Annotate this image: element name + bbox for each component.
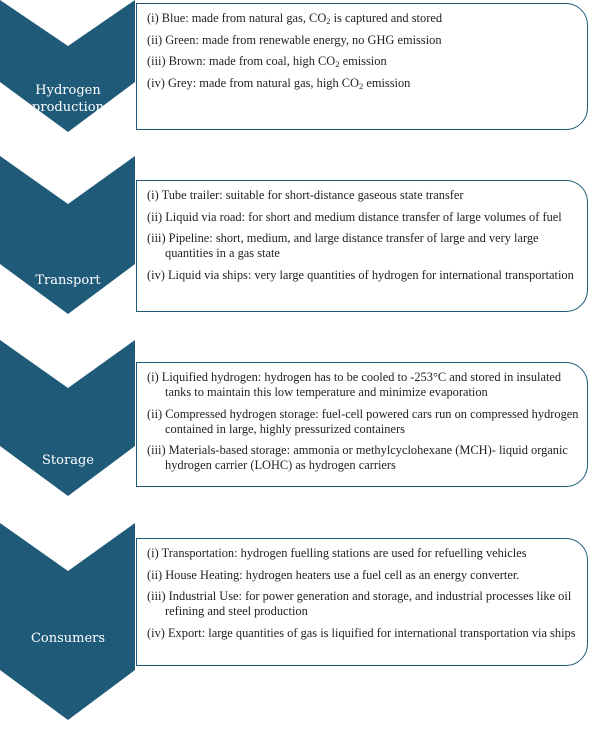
item-text: (i) Tube trailer: suitable for short-distance gaseous state transfer <box>147 188 464 202</box>
item-text: (iii) Materials-based storage: ammonia or methylcyclohexane (MCH)- liquid organic hydrogen carrier (LOHC) as hydrogen carriers <box>147 443 568 472</box>
item-text-suffix: is captured and stored <box>330 11 443 25</box>
item-text: (i) Transportation: hydrogen fuelling stations are used for refuelling vehicles <box>147 546 527 560</box>
stage-label <box>10 452 126 469</box>
item-text: (iv) Export: large quantities of gas is liquified for international transportation via ships <box>147 625 576 640</box>
stage-detail-box <box>136 3 588 130</box>
stage-label-line: Consumers <box>30 630 106 646</box>
stage-detail-box <box>136 180 588 312</box>
subscript: 2 <box>335 59 340 69</box>
item-text-suffix: emission <box>339 54 387 68</box>
list-item <box>147 626 579 641</box>
subscript: 2 <box>358 80 364 91</box>
item-text: (ii) Green: made from renewable energy, no GHG emission <box>147 32 442 47</box>
chevron-3 <box>0 340 135 496</box>
stage-label-line: production <box>32 100 104 115</box>
item-text: (ii) Compressed hydrogen storage: fuel-cell powered cars run on compressed hydrogen contained in large, highly pressurized containers <box>147 406 579 436</box>
item-text: (iv) Liquid via ships: very large quantities of hydrogen for international transportation <box>147 267 574 282</box>
item-text: (iv) Grey: made from natural gas, high CO <box>147 75 359 90</box>
list-item <box>147 268 579 283</box>
list-item <box>147 76 579 91</box>
list-item <box>147 370 579 400</box>
item-text: (i) Blue: made from natural gas, CO <box>147 11 327 25</box>
item-text: (ii) House Heating: hydrogen heaters use a fuel cell as an energy converter. <box>147 567 520 582</box>
stage-label <box>10 272 126 289</box>
list-item <box>147 11 579 26</box>
item-text: (iii) Industrial Use: for power generation and storage, and industrial processes like oil refining and steel production <box>147 589 572 618</box>
stage-label <box>10 82 126 116</box>
chevron-4 <box>0 523 135 720</box>
stage-label <box>10 630 126 647</box>
stage-label-line: Storage <box>42 452 94 468</box>
item-text-suffix: emission <box>363 75 411 90</box>
list-item <box>147 188 579 203</box>
stage-label-line: Hydrogen <box>35 83 101 98</box>
item-text: (iii) Brown: made from coal, high CO <box>147 54 336 68</box>
stage-label-line: Transport <box>35 272 101 288</box>
stage-detail-box <box>136 538 588 666</box>
item-text: (iii) Pipeline: short, medium, and large distance transfer of large and very large quantities in a gas state <box>147 231 539 260</box>
chevron-2 <box>0 156 135 314</box>
list-item <box>147 407 579 437</box>
item-text: (ii) Liquid via road: for short and medium distance transfer of large volumes of fuel <box>147 209 562 224</box>
stage-detail-box <box>136 362 588 487</box>
list-item <box>147 568 579 583</box>
list-item <box>147 210 579 225</box>
list-item <box>147 54 579 69</box>
list-item <box>147 33 579 48</box>
subscript: 2 <box>326 16 331 26</box>
list-item <box>147 443 579 473</box>
list-item <box>147 231 579 261</box>
item-text: (i) Liquified hydrogen: hydrogen has to be cooled to -253°C and stored in insulated tanks to maintain this low temperature and minimize evaporation <box>147 370 562 399</box>
list-item <box>147 546 579 561</box>
list-item <box>147 589 579 619</box>
